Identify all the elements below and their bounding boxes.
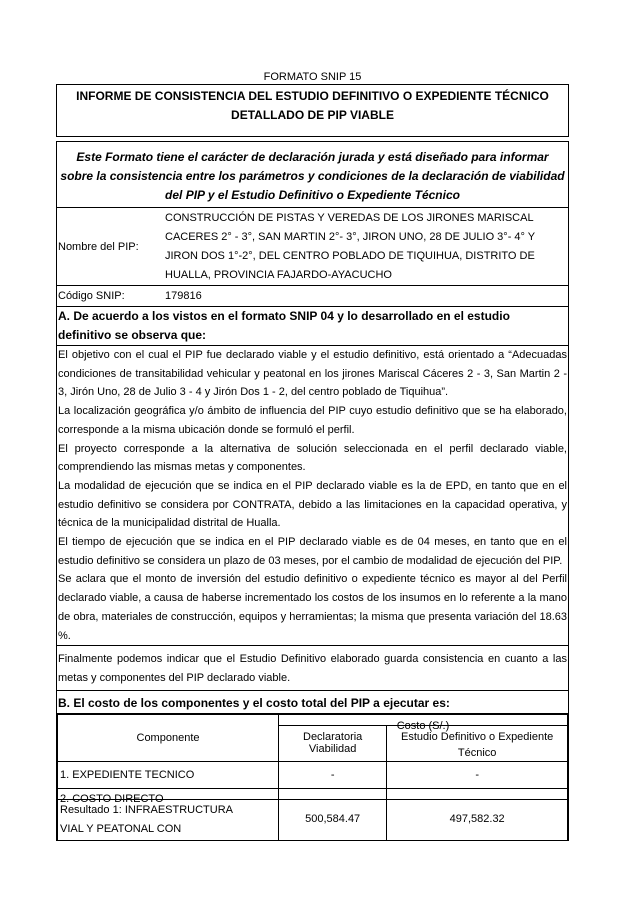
pip-name-line: HUALLA, PROVINCIA FAJARDO-AYACUCHO (165, 269, 392, 281)
pip-name-line: JIRON DOS 1°-2°, DEL CENTRO POBLADO DE TIQUIHUA, DISTRITO DE (165, 250, 535, 262)
pip-name-value (165, 208, 568, 285)
snip-code-label: Código SNIP: (58, 290, 125, 302)
row-estudio (387, 788, 568, 799)
row-viabilidad: - (279, 761, 387, 788)
snip-code-row (57, 286, 568, 307)
observations-paragraphs (57, 346, 568, 646)
row-viabilidad: 500,584.47 (279, 799, 387, 840)
pip-name-row (57, 208, 568, 286)
row-component-line2: VIAL Y PEATONAL CON (60, 822, 182, 835)
title-gap (56, 126, 569, 137)
observation-paragraph: Se aclara que el monto de inversión del estudio definitivo o expediente técnico es mayor al del Perfil declarado viable, a causa de haberse incrementado los costos de los insumos en lo referente a la mano de obra, materiales de construcción, equipos y herramientas; la misma que presenta variación del 18.63 %. (58, 573, 567, 642)
row-component-line1: Resultado 1: INFRAESTRUCTURA (60, 803, 233, 816)
table-row (58, 788, 568, 799)
table-row (58, 761, 568, 788)
pip-name-line: CONSTRUCCIÓN DE PISTAS Y VEREDAS DE LOS JIRONES MARISCAL (165, 212, 534, 224)
col-estudio-header: Estudio Definitivo o Expediente Técnico (387, 725, 568, 761)
report-title-line1: INFORME DE CONSISTENCIA DEL ESTUDIO DEFINITIVO O EXPEDIENTE TÉCNICO (76, 89, 549, 103)
main-form (56, 141, 569, 841)
format-label: FORMATO SNIP 15 (263, 71, 362, 83)
cost-table-header (58, 714, 568, 725)
row-estudio: 497,582.32 (387, 799, 568, 840)
snip-code-value: 179816 (165, 290, 202, 302)
declaration-line1: Este Formato tiene el carácter de declaración jurada y está diseñado para informar (76, 150, 549, 164)
report-title (56, 84, 569, 126)
row-estudio: - (387, 761, 568, 788)
row-component: 2. COSTO DIRECTO (58, 788, 279, 799)
section-b-title: B. El costo de los componentes y el costo total del PIP a ejecutar es: (57, 691, 568, 714)
row-component: 1. EXPEDIENTE TECNICO (58, 761, 279, 788)
observation-paragraph: La modalidad de ejecución que se indica en el PIP declarado viable es la de EPD, en tanto que en el estudio definitivo se considera por CONTRATA, debido a las limitaciones en la capacidad operativa, y técnica de la municipalidad distrital de Hualla. (58, 479, 567, 530)
declaration-line2: sobre la consistencia entre los parámetros y condiciones de la declaración de viabilidad (60, 169, 565, 183)
section-a-title-line2: definitivo se observa que: (58, 328, 207, 342)
declaration-line3: del PIP y el Estudio Definitivo o Expediente Técnico (165, 188, 460, 202)
col-cost-group-header: Costo (S/.) (279, 714, 568, 725)
row-viabilidad (279, 788, 387, 799)
col-component-header: Componente (58, 714, 279, 761)
observation-paragraph: El objetivo con el cual el PIP fue declarado viable y el estudio definitivo, está orientado a “Adecuadas condiciones de transitabilidad vehicular y peatonal en los jirones Mariscal Cáceres 2 - 3, San Martin 2 - 3, Jirón Uno, 28 de Julio 3 - 4 y Jirón Dos 1 - 2, del centro poblado de Tiquihua”. (58, 349, 567, 399)
section-a-title (57, 307, 568, 346)
col-viabilidad-header: Declaratoria Viabilidad (279, 725, 387, 761)
declaration-note (57, 142, 568, 208)
pip-name-label: Nombre del PIP: (58, 240, 139, 253)
table-row (58, 799, 568, 840)
document-page (56, 70, 569, 841)
section-a-title-line1: A. De acuerdo a los vistos en el formato SNIP 04 y lo desarrollado en el estudio (58, 309, 510, 323)
observation-paragraph: La localización geográfica y/o ámbito de influencia del PIP cuyo estudio definitivo que se ha elaborado, corresponde a la misma ubicación donde se formuló el perfil. (58, 405, 567, 436)
cost-table (57, 714, 568, 841)
row-component (58, 799, 279, 840)
observation-paragraph: El proyecto corresponde a la alternativa de solución seleccionada en el perfil declarado viable, comprendiendo las mismas metas y componentes. (58, 442, 567, 474)
closing-paragraph: Finalmente podemos indicar que el Estudio Definitivo elaborado guarda consistencia en cuanto a las metas y componentes del PIP declarado viable. (57, 646, 568, 690)
observation-paragraph: El tiempo de ejecución que se indica en el PIP declarado viable es de 04 meses, en tanto que en el estudio definitivo se considera un plazo de 03 meses, por el cambio de modalidad de ejecución del PIP. (58, 536, 567, 567)
pip-name-line: CACERES 2° - 3°, SAN MARTIN 2°- 3°, JIRON UNO, 28 DE JULIO 3°- 4° Y (165, 231, 536, 243)
report-title-line2: DETALLADO DE PIP VIABLE (231, 108, 394, 122)
